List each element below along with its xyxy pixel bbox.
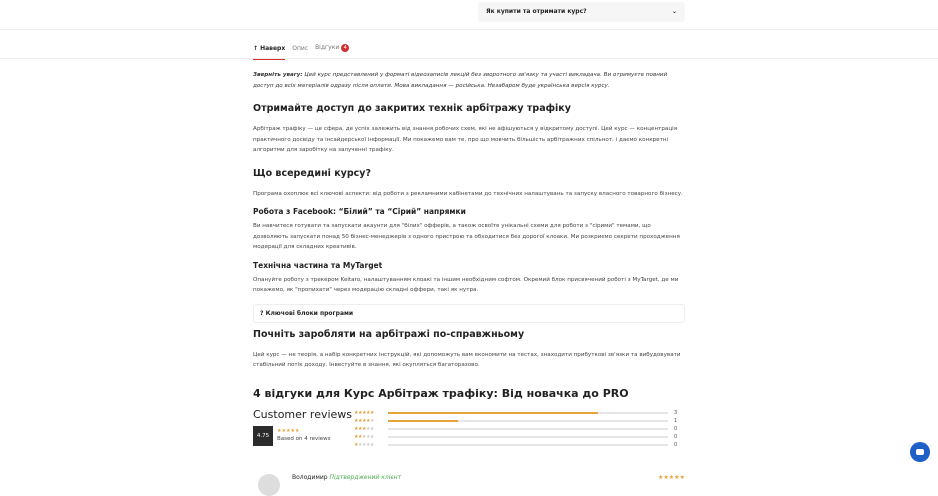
note bbox=[253, 70, 685, 91]
paragraph: Ви навчитеся готувати та запускати акаунти для "білих" офферів, а також освоїте унікальні схеми для роботи з "сірими" темами, що дозволяють запускати понад 50 бізнес-менеджерів з одного пристрою та обходитися без дорогої клоаки. Ми розкриємо секрети проходження модерації для складних креативів. bbox=[253, 223, 680, 250]
avatar bbox=[258, 474, 280, 496]
rating-row-3[interactable] bbox=[354, 425, 684, 433]
rating-bar bbox=[388, 412, 668, 415]
rating-count: 0 bbox=[674, 442, 678, 448]
rating-bar-fill bbox=[388, 412, 598, 415]
heading: Що всередині курсу? bbox=[253, 167, 371, 179]
stars-icon: ★★★★★ bbox=[354, 442, 374, 448]
stars-icon: ★★★★★ bbox=[354, 434, 374, 440]
tab-description[interactable]: Опис bbox=[292, 44, 309, 52]
tab-reviews-label: Відгуки bbox=[315, 44, 340, 51]
note-text: Цей курс представлений у форматі відеозаписів лекцій без зворотного зв'язку та участі викладача. Ви отримуєте повний доступ до всіх матеріалів одразу після оплати. Мова викладання — російська. Незабаром буде українська версія курсу. bbox=[253, 72, 668, 89]
heading: Почніть заробляти на арбітражі по-справжньому bbox=[253, 328, 525, 340]
divider bbox=[0, 58, 938, 59]
rating-count: 3 bbox=[674, 410, 678, 416]
chevron-down-icon: ⌄ bbox=[671, 8, 677, 15]
heading: Отримайте доступ до закритих технік арбітражу трафіку bbox=[253, 103, 571, 114]
accordion-label: Як купити та отримати курс? bbox=[486, 8, 587, 15]
rating-count: 1 bbox=[674, 418, 678, 424]
rating-row-2[interactable] bbox=[354, 433, 684, 441]
rating-row-1[interactable] bbox=[354, 441, 684, 449]
chat-button[interactable] bbox=[910, 442, 930, 462]
rating-row-4[interactable] bbox=[354, 417, 684, 425]
reviews-title: 4 відгуки для Курс Арбітраж трафіку: Від новачка до PRO bbox=[253, 387, 629, 400]
paragraph: Цей курс — не теорія, а набір конкретних інструкцій, які допоможуть вам економити на тестах, знаходити прибуткові зв'язки та вибудовувати стабільний потік доходу. Інвестуйте в знання, які окупляться багаторазово. bbox=[253, 351, 681, 368]
accordion-how-to-buy[interactable] bbox=[478, 2, 685, 22]
average-score: 4.75 bbox=[253, 426, 273, 446]
stars-icon: ★★★★★ bbox=[354, 418, 374, 424]
rating-bar bbox=[388, 420, 668, 423]
rating-distribution bbox=[354, 409, 684, 449]
program-blocks-toggle[interactable]: ? Ключові блоки програми bbox=[253, 304, 685, 323]
based-on-count: Based on 4 reviews bbox=[277, 436, 331, 442]
subheading: Робота з Facebook: “Білий” та “Сірий” напрямки bbox=[253, 207, 466, 216]
rating-row-5[interactable] bbox=[354, 409, 684, 417]
stars-icon: ★★★★★ bbox=[354, 410, 374, 416]
rating-count: 0 bbox=[674, 426, 678, 432]
reviewer-name: Володимир bbox=[292, 474, 328, 481]
rating-bar bbox=[388, 436, 668, 439]
review-stars-icon: ★★★★★ bbox=[658, 474, 685, 481]
subheading: Технічна частина та MyTarget bbox=[253, 260, 383, 270]
customer-reviews-heading: Customer reviews bbox=[253, 408, 353, 421]
tab-bar bbox=[253, 44, 349, 52]
stars-icon: ★★★★★ bbox=[354, 426, 374, 432]
paragraph: Програма охоплює всі ключові аспекти: від роботи з рекламними кабінетами до технічних налаштувань та запуску власного товарного бізнесу. bbox=[253, 190, 683, 197]
rating-bar bbox=[388, 428, 668, 431]
note-label: Зверніть увагу: bbox=[253, 72, 303, 78]
verified-badge: Підтверджений клієнт bbox=[329, 474, 402, 481]
paragraph: Опануйте роботу з трекером Keitaro, налаштуванням клоакі та іншим необхідним софтом. Окремий блок присвячений роботі з MyTarget, де ми покажемо, як "пропихати" через модерацію складні оффери, такі як нутра. bbox=[253, 276, 679, 293]
tab-reviews[interactable] bbox=[315, 44, 349, 52]
description-content bbox=[253, 70, 685, 371]
header-area bbox=[0, 0, 938, 30]
rating-bar-fill bbox=[388, 420, 458, 423]
reviews-count-badge: 4 bbox=[341, 44, 349, 52]
paragraph: Арбітраж трафіку — це сфера, де успіх залежить від знання робочих схем, які не афішуються у відкритому доступі. Цей курс — концентрація практичного досвіду та інсайдерської інформації. Ми покажемо вам те, про що мовчить більшість арбітражних спільнот, і даємо конкретні алгоритми для заробітку на залученні трафіку. bbox=[253, 126, 678, 153]
tab-top[interactable]: ↑ Наверх bbox=[253, 45, 285, 60]
rating-bar bbox=[388, 444, 668, 447]
star-rating-icon: ★★★★★ bbox=[277, 428, 300, 434]
chat-bubble-icon bbox=[916, 449, 924, 455]
rating-count: 0 bbox=[674, 434, 678, 440]
